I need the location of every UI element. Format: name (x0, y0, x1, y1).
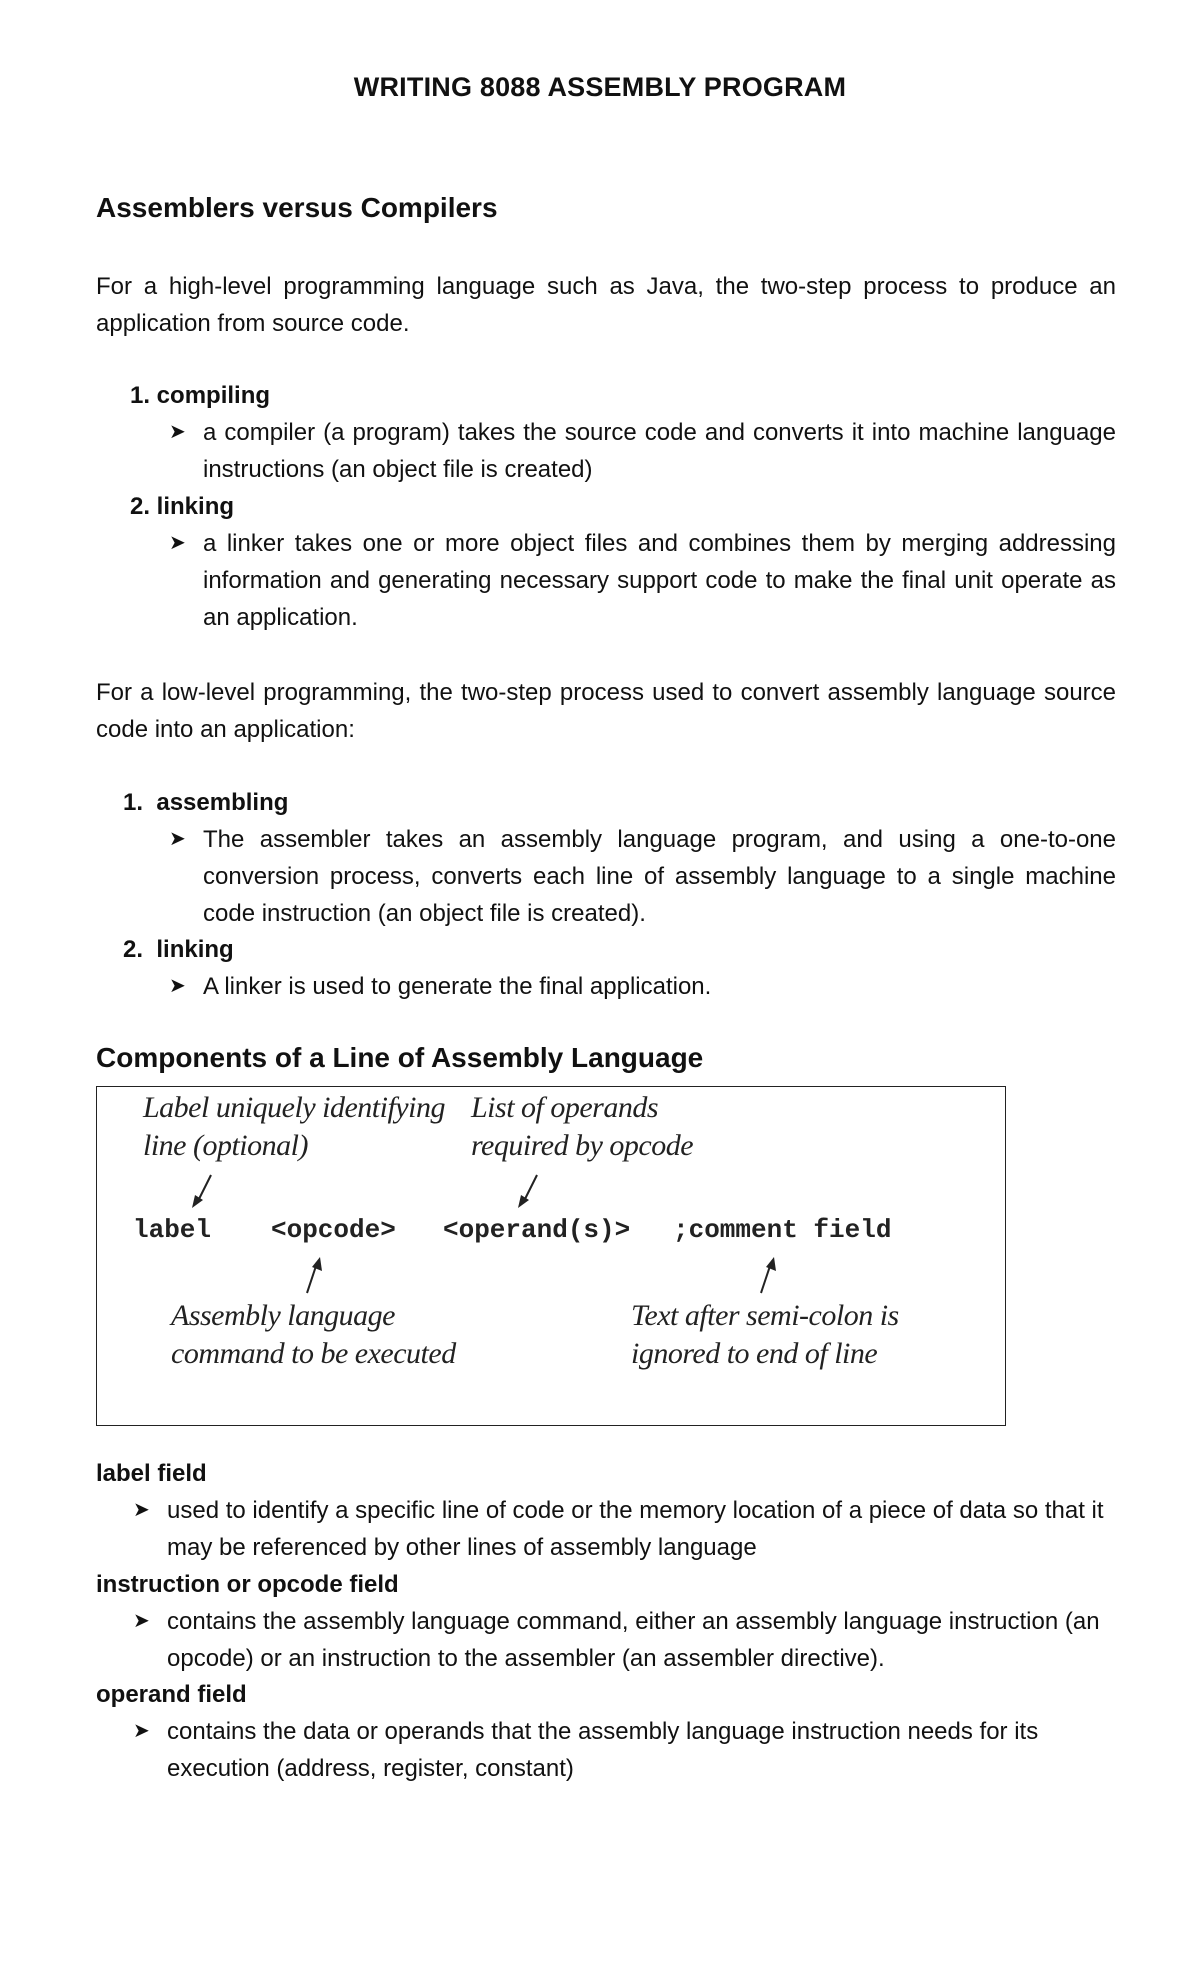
step-linking-text: a linker takes one or more object files and combines them by merging addressing information and generating necessary support code to make the final unit operate as an application. (203, 530, 1116, 631)
step-linking-heading: 2. linking (130, 493, 235, 520)
intro-paragraph-low-level: For a low-level programming, the two-step process used to convert assembly language source code into an application: (96, 679, 1116, 743)
opcode-field-heading: instruction or opcode field (96, 1571, 399, 1598)
arrow-to-label-icon (189, 1171, 219, 1211)
arrowhead-bullet-icon: ➤ (169, 975, 186, 997)
assembly-line-diagram (96, 1086, 1006, 1426)
code-label: label (133, 1215, 212, 1245)
label-note-line1: Label uniquely identifying (143, 1091, 445, 1124)
operand-note-line2: required by opcode (471, 1129, 694, 1162)
comment-note-line1: Text after semi-colon is (631, 1299, 899, 1332)
opcode-note-line1: Assembly language (171, 1299, 395, 1332)
code-operands: <operand(s)> (443, 1215, 631, 1245)
comment-note-line2: ignored to end of line (631, 1337, 878, 1370)
code-opcode: <opcode> (271, 1215, 396, 1245)
step-compiling-bullet (169, 414, 1116, 488)
code-comment: ;comment field (673, 1215, 892, 1245)
section-heading-components: Components of a Line of Assembly Language (96, 1042, 704, 1073)
step-linking2-text: A linker is used to generate the final application. (203, 973, 712, 1000)
step-assembling-bullet (169, 821, 1116, 932)
opcode-field-text: contains the assembly language command, either an assembly language instruction (an opcode) or an instruction to the assembler (an assembler directive). (167, 1608, 1100, 1672)
opcode-note-line2: command to be executed (171, 1337, 456, 1370)
step-compiling-heading: 1. compiling (130, 382, 271, 409)
arrowhead-bullet-icon: ➤ (133, 1499, 150, 1521)
arrowhead-bullet-icon: ➤ (169, 828, 186, 850)
step-linking-bullet (169, 525, 1116, 636)
step-linking2-bullet (169, 968, 1116, 1005)
opcode-field-bullet (133, 1603, 1116, 1677)
step-linking2-heading: 2. linking (123, 936, 234, 963)
arrowhead-bullet-icon: ➤ (133, 1720, 150, 1742)
operand-field-bullet (133, 1713, 1116, 1787)
arrow-from-comment-icon (751, 1255, 781, 1297)
label-field-bullet (133, 1492, 1116, 1566)
label-field-text: used to identify a specific line of code or the memory location of a piece of data so that it may be referenced by other lines of assembly language (167, 1497, 1104, 1561)
arrowhead-bullet-icon: ➤ (169, 532, 186, 554)
label-note-line2: line (optional) (143, 1129, 308, 1162)
intro-paragraph-high-level: For a high-level programming language such as Java, the two-step process to produce an application from source code. (96, 273, 1116, 337)
operand-field-heading: operand field (96, 1681, 247, 1708)
operand-note-line1: List of operands (471, 1091, 659, 1124)
page-title: WRITING 8088 ASSEMBLY PROGRAM (353, 72, 847, 102)
arrowhead-bullet-icon: ➤ (133, 1610, 150, 1632)
arrowhead-bullet-icon: ➤ (169, 421, 186, 443)
operand-field-text: contains the data or operands that the assembly language instruction needs for its execution (address, register, constant) (167, 1718, 1039, 1782)
step-compiling-text: a compiler (a program) takes the source code and converts it into machine language instructions (an object file is created) (203, 419, 1116, 483)
label-field-heading: label field (96, 1460, 207, 1487)
step-assembling-text: The assembler takes an assembly language program, and using a one-to-one conversion process, converts each line of assembly language to a single machine code instruction (an object file is created). (203, 826, 1116, 927)
arrow-to-operands-icon (515, 1171, 545, 1211)
section-heading-assemblers-vs-compilers: Assemblers versus Compilers (96, 192, 498, 223)
step-assembling-heading: 1. assembling (123, 789, 289, 816)
arrow-from-opcode-icon (297, 1255, 327, 1297)
